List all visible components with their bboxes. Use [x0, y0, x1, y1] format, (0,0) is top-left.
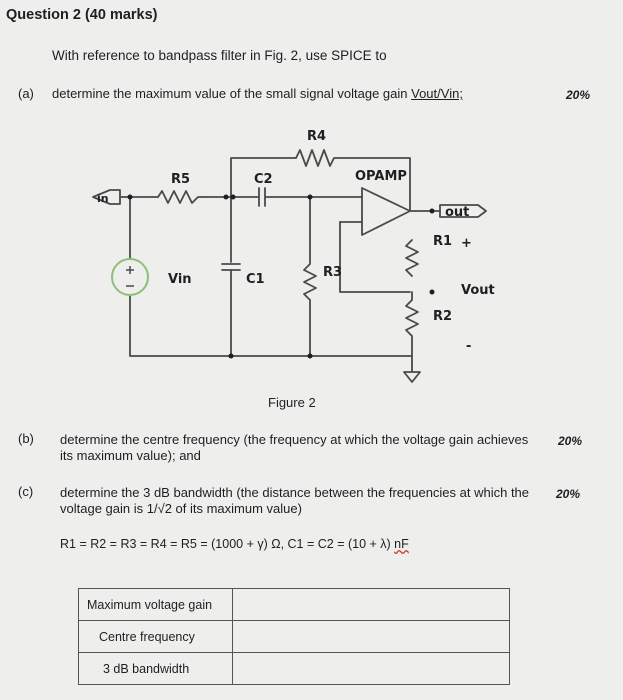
label-vin: Vin	[168, 272, 192, 287]
part-a-percent: 20%	[566, 88, 591, 102]
junction-dot	[308, 354, 313, 359]
component-values-text: R1 = R2 = R3 = R4 = R5 = (1000 + γ) Ω, C1 = C2 = (10 + λ)	[60, 537, 395, 551]
r3-resistor	[304, 197, 316, 356]
label-c1: C1	[246, 272, 265, 287]
row-label-max-gain: Maximum voltage gain	[79, 589, 233, 621]
wire-opamp-ground-lead	[340, 222, 410, 292]
c2-capacitor	[259, 188, 265, 206]
junction-dot	[128, 195, 133, 200]
label-r3: R3	[323, 265, 343, 280]
label-plus: +	[461, 236, 472, 251]
junction-dot	[430, 290, 435, 295]
part-b-label: (b)	[18, 431, 34, 446]
junction-dot	[430, 209, 435, 214]
row-value-centre-frequency[interactable]	[233, 621, 510, 653]
vin-polarity-marks	[126, 266, 134, 286]
label-r4: R4	[307, 129, 327, 144]
label-out: out	[445, 205, 470, 220]
junction-dot	[231, 195, 236, 200]
part-b-percent: 20%	[558, 434, 583, 448]
row-value-3db-bandwidth[interactable]	[233, 653, 510, 685]
junction-dot	[224, 195, 229, 200]
table-row	[79, 589, 510, 621]
label-r1: R1	[433, 234, 453, 249]
label-c2: C2	[254, 172, 273, 187]
table-row	[79, 653, 510, 685]
label-r5: R5	[171, 172, 191, 187]
r2-resistor	[406, 292, 418, 364]
row-label-centre-frequency: Centre frequency	[79, 621, 233, 653]
question-title: Question 2 (40 marks)	[6, 7, 158, 23]
part-b-text: determine the centre frequency (the frequency at which the voltage gain achieves its maximum value); and	[60, 432, 529, 463]
question-intro: With reference to bandpass filter in Fig. 2, use SPICE to	[52, 48, 387, 63]
vin-source	[112, 259, 148, 295]
wire-ground-rail	[130, 296, 412, 356]
part-c-percent: 20%	[556, 487, 581, 501]
junction-dot	[308, 195, 313, 200]
label-opamp: OPAMP	[355, 169, 407, 184]
label-vout: Vout	[461, 283, 495, 298]
opamp-triangle	[362, 188, 410, 235]
figure-caption: Figure 2	[268, 395, 316, 410]
answer-table	[78, 588, 510, 685]
part-c-text: determine the 3 dB bandwidth (the distance between the frequencies at which the voltage gain is 1/√2 of its maximum value)	[60, 485, 530, 516]
part-a-main: determine the maximum value of the small signal voltage gain	[52, 86, 412, 101]
junction-dot	[229, 354, 234, 359]
part-c-label: (c)	[18, 484, 34, 499]
row-label-3db-bandwidth: 3 dB bandwidth	[79, 653, 233, 685]
label-minus: -	[466, 339, 472, 354]
r1-resistor	[406, 240, 418, 276]
ground-symbol	[404, 364, 420, 382]
label-r2: R2	[433, 309, 453, 324]
component-values	[60, 537, 409, 551]
table-row	[79, 621, 510, 653]
component-values-unit: nF	[394, 537, 409, 551]
label-in: in	[97, 192, 109, 205]
part-a-label: (a)	[18, 86, 34, 101]
r5-resistor	[158, 191, 206, 203]
part-a-ratio: Vout/Vin;	[411, 86, 463, 101]
row-value-max-gain[interactable]	[233, 589, 510, 621]
